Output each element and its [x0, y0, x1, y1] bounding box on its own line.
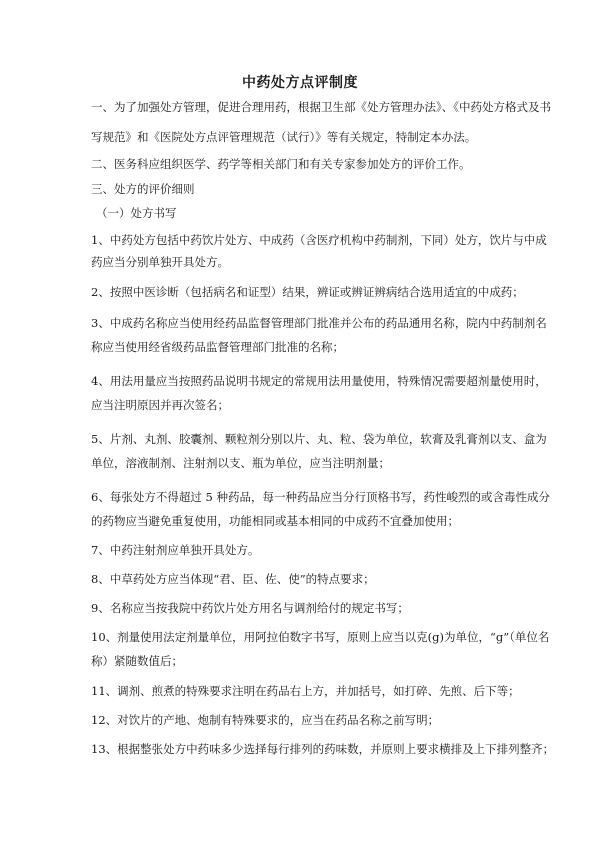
paragraph-line: 6、每张处方不得超过 5 种药品，每一种药品应当分行顶格书写，药性峻烈的或含毒性成分 [91, 490, 550, 504]
paragraph-line: 药应当分别单独开具处方。 [91, 255, 229, 269]
paragraph-line: 二、医务科应组织医学、药学等相关部门和有关专家参加处方的评价工作。 [91, 157, 471, 171]
paragraph-line: 10、剂量使用法定剂量单位，用阿拉伯数字书写，原则上应当以克(g)为单位，“g”（单位名 [91, 630, 550, 644]
paragraph-line: 11、调剂、煎煮的特殊要求注明在药品右上方，并加括号，如打碎、先煎、后下等； [91, 684, 520, 698]
paragraph-line: 13、根据整张处方中药味多少选择每行排列的药味数，并原则上要求横排及上下排列整齐； [91, 742, 555, 756]
paragraph-line: 单位，溶液制剂、注射剂以支、瓶为单位，应当注明剂量； [91, 456, 390, 470]
paragraph-line: 称）紧随数值后； [91, 654, 183, 668]
paragraph-line: 7、中药注射剂应单独开具处方。 [91, 543, 260, 557]
paragraph-line: 1、中药处方包括中药饮片处方、中成药（含医疗机构中药制剂，下同）处方，饮片与中成 [91, 233, 547, 247]
paragraph-line: 3、中成药名称应当使用经药品监督管理部门批准并公布的药品通用名称，院内中药制剂名 [91, 316, 547, 330]
paragraph-line: 12、对饮片的产地、炮制有特殊要求的，应当在药品名称之前写明； [91, 713, 440, 727]
paragraph-line: 5、片剂、丸剂、胶囊剂、颗粒剂分别以片、丸、粒、袋为单位，软膏及乳膏剂以支、盒为 [91, 432, 547, 446]
paragraph-line: 2、按照中医诊断（包括病名和证型）结果，辨证或辨证辨病结合选用适宜的中成药； [91, 285, 524, 299]
paragraph-line: 一、为了加强处方管理，促进合理用药，根据卫生部《处方管理办法》、《中药处方格式及书 [91, 100, 551, 114]
paragraph-line: 4、用法用量应当按照药品说明书规定的常规用法用量使用，特殊情况需要超剂量使用时， [91, 374, 547, 388]
paragraph-line: 称应当使用经省级药品监督管理部门批准的名称； [91, 340, 344, 354]
paragraph-line: 9、名称应当按我院中药饮片处方用名与调剂给付的规定书写； [91, 601, 409, 615]
document-title: 中药处方点评制度 [242, 75, 358, 91]
paragraph-line: 8、中草药处方应当体现“君、臣、佐、使”的特点要求； [91, 572, 375, 586]
paragraph-line: 的药物应当避免重复使用，功能相同或基本相同的中成药不宜叠加使用； [91, 514, 459, 528]
paragraph-line: 写规范》和《医院处方点评管理规范（试行）》等有关规定，特制定本办法。 [91, 130, 477, 144]
subsection-heading: （一）处方书写 [96, 206, 177, 220]
paragraph-line: 应当注明原因并再次签名； [91, 398, 229, 412]
paragraph-line: 三、处方的评价细则 [91, 182, 195, 196]
